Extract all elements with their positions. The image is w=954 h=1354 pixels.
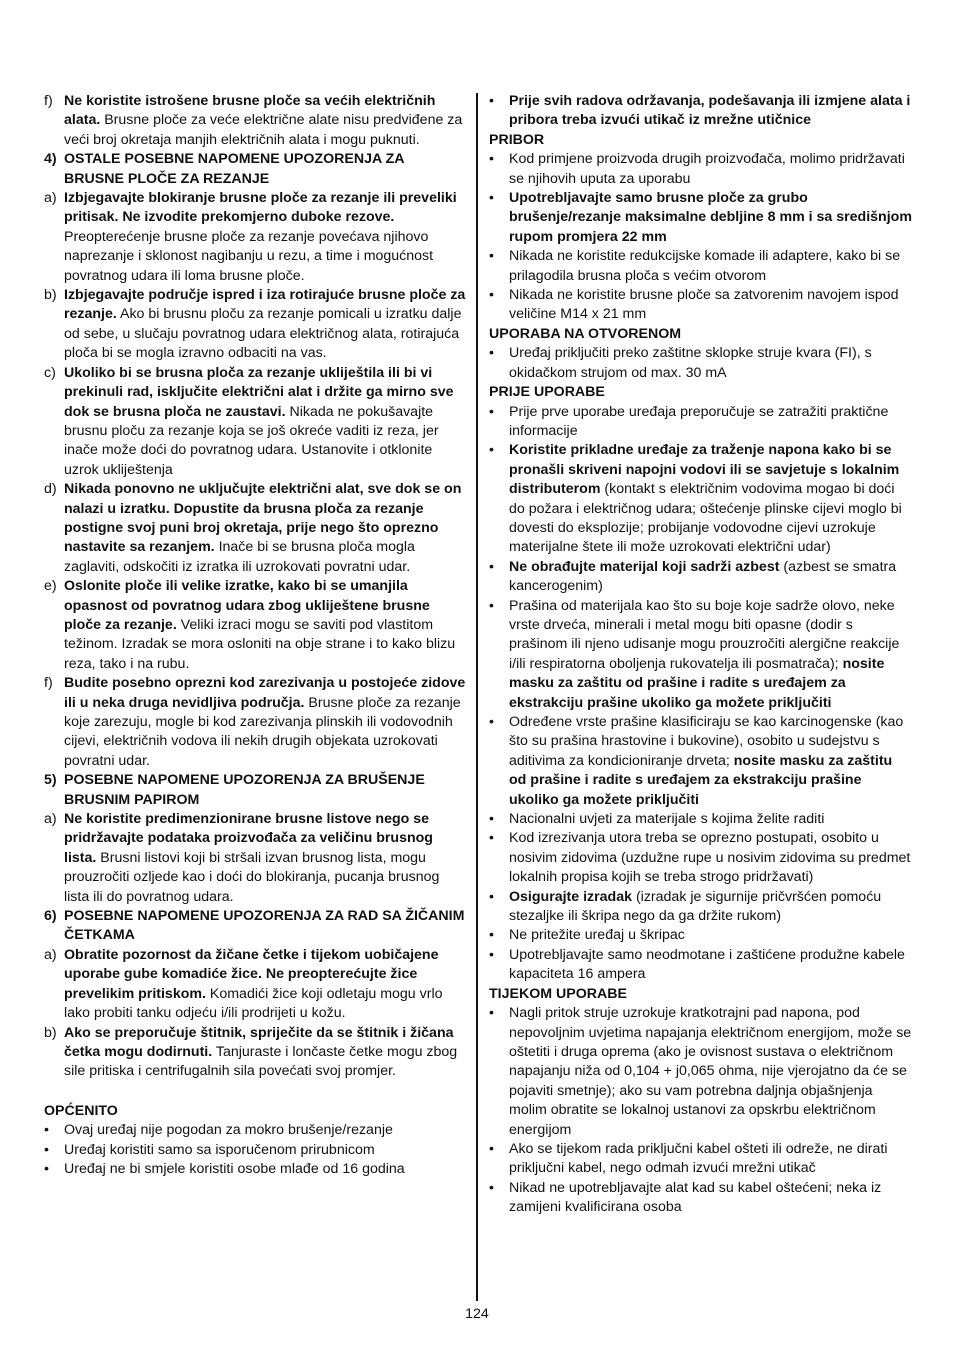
item-plain-text: (kontakt s električnim vodovima mogao bi doći do požara i električnog udara; oštećenje plinske cijevi moglo bi dovesti do eksplozije; probijanje vodovodne cijevi uzrokuje materijalne štete ili može uzrokovati električni udar) xyxy=(509,481,902,556)
right-column xyxy=(489,92,913,1218)
item-plain-text: Komadići žice koji odletaju mogu vrlo lako probiti tanku odjeću i/ili prodrijeti u kožu. xyxy=(64,985,443,1022)
section-number: 4) xyxy=(44,151,57,168)
section-title: TIJEKOM UPORABE xyxy=(489,985,627,1002)
item-plain-text: Određene vrste prašine klasificiraju se kao karcinogenske (kao što su prašina hrastovine i bukovine), osobito u sudejstvu s aditivima za kondicioniranje drveta; xyxy=(509,714,904,769)
item-plain-text: Brusni listovi koji bi stršali izvan brusnog lista, mogu prouzročiti ozljede kao i doći do blokiranja, pucanja brusnog lista ili do povratnog udara. xyxy=(64,849,440,905)
bullet-marker: • xyxy=(489,927,494,944)
bullet-marker: • xyxy=(489,714,494,730)
item-marker: f) xyxy=(44,675,53,692)
item-text: Ovaj uređaj nije pogodan za mokro brušenje/rezanje xyxy=(64,1122,393,1139)
item-plain-text: Nikada ne koristite redukcijske komade ili adaptere, kako bi se prilagodila brusna ploča s većim otvorom xyxy=(509,248,901,284)
list-item xyxy=(489,810,913,829)
section-heading xyxy=(44,907,466,946)
item-text xyxy=(64,946,466,1024)
item-bold-text: Obratite pozornost da žičane četke i tijekom uobičajene uporabe gube komadiće žice. Ne preopterećujte žice prevelikim pritiskom. xyxy=(64,946,439,1002)
item-plain-text: Nagli pritok struje uzrokuje kratkotrajni pad napona, pod nepovoljnim uvjetima napajanja električnom energijom, može se oštetiti i druga oprema (ako je ovisnost sustava o električnom napajanju niža od 0,104 + j0,065 ohma, nije vjerojatno da će se pojaviti smetnje); ako su vam potrebna daljnja objašnjenja molim obratite se lokalnoj ustanovi za opskrbu električnom energijom xyxy=(509,1005,912,1138)
item-text: Uređaj koristiti samo sa isporučenom prirubnicom xyxy=(64,1141,375,1158)
item-bold-text: Ukoliko bi se brusna ploča za rezanje ukliještila ili bi vi prekinuli rad, isključite električni alat i držite ga mirno sve dok se brusna ploča ne zaustavi. xyxy=(64,364,454,420)
item-text: Uređaj ne bi smjele koristiti osobe mlađe od 16 godina xyxy=(64,1160,405,1177)
item-plain-text: Nikad ne upotrebljavajte alat kad su kabel oštećeni; neka iz zamijeni kvalificirana osoba xyxy=(509,1179,882,1216)
bullet-marker: • xyxy=(44,1122,49,1139)
list-item xyxy=(489,150,913,189)
item-bold-text: Nikada ponovno ne uključujte električni alat, sve dok se on nalazi u izratku. Dopustite da brusna ploča za rezanje postigne svoj puni broj okretaja, prije nego što oprezno nastavite sa rezanjem. xyxy=(64,481,462,556)
item-bold-text: Upotrebljavajte samo brusne ploče za grubo brušenje/rezanje maksimalne debljine 8 mm i sa središnjom rupom promjera 22 mm xyxy=(509,190,912,245)
item-text xyxy=(509,286,913,325)
item-text xyxy=(509,1004,913,1140)
item-bold-text: Izbjegavajte područje ispred i iza rotirajuće brusne ploče za rezanje. xyxy=(64,287,466,323)
item-text xyxy=(64,480,466,577)
section-title: POSEBNE NAPOMENE UPOZORENJA ZA RAD SA ŽIČANIM ČETKAMA xyxy=(64,908,465,944)
list-item xyxy=(489,1004,913,1140)
list-item xyxy=(489,403,913,442)
list-item xyxy=(44,364,466,480)
item-plain-text: Uređaj priključiti preko zaštitne sklopke struje kvara (FI), s okidačkom strujom od max. 30 mA xyxy=(509,345,872,381)
prije-items xyxy=(489,403,913,985)
bullet-marker: • xyxy=(489,190,494,207)
item-marker: e) xyxy=(44,578,57,595)
spacer xyxy=(44,1082,466,1102)
item-plain-text: Brusne ploče za veće električne alate nisu predviđene za veći broj okretaja manjih električnih alata i mogu puknuti. xyxy=(64,112,463,148)
item-text xyxy=(509,247,913,286)
bullet-marker: • xyxy=(489,946,494,963)
list-item xyxy=(44,286,466,364)
item-text xyxy=(509,713,913,810)
column-divider xyxy=(476,93,478,1301)
item-marker: a) xyxy=(44,190,57,207)
list-item xyxy=(44,480,466,577)
item-bold-text: Oslonite ploče ili velike izratke, kako bi se umanjila opasnost od povratnog udara zbog ukliještene brusne ploče za rezanje. xyxy=(64,578,430,633)
item-plain-text: Inače bi se brusna ploča mogla zaglaviti, odskočiti iz izratka ili uzrokovati povratni udar. xyxy=(64,539,415,575)
opcenito-items xyxy=(44,1121,466,1179)
item-plain-text: (azbest se smatra kancerogenim) xyxy=(509,558,897,595)
section-title: PRIJE UPORABE xyxy=(489,384,605,401)
item-marker: d) xyxy=(44,481,57,498)
bullet-marker: • xyxy=(489,93,494,109)
item-text xyxy=(509,344,913,383)
item-text xyxy=(509,597,913,713)
list-item xyxy=(44,946,466,1024)
item-text xyxy=(509,150,913,189)
bullet-marker: • xyxy=(489,287,494,304)
list-item xyxy=(489,1179,913,1218)
item-text xyxy=(64,674,466,771)
list-item xyxy=(489,946,913,985)
bullet-marker: • xyxy=(489,345,494,362)
list-item xyxy=(489,1140,913,1179)
item-bold-text: Ne obrađujte materijal koji sadrži azbest xyxy=(509,558,780,575)
section-title: UPORABA NA OTVORENOM xyxy=(489,325,682,342)
item-marker: b) xyxy=(44,287,57,304)
item-text xyxy=(509,829,913,887)
list-item xyxy=(44,1024,466,1082)
list-item xyxy=(44,674,466,771)
item-plain-text: Ako bi brusnu ploču za rezanje pomicali u izratku dalje od sebe, u slučaju povratnog udara električnog alata, rotirajuća ploča bi se mogla izravno odbaciti na vas. xyxy=(64,306,462,362)
item-text xyxy=(509,441,913,557)
item-plain-text: Upotrebljavajte samo neodmotane i zaštićene produžne kabele kapaciteta 16 ampera xyxy=(509,946,905,983)
bullet-marker: • xyxy=(489,248,494,265)
item-bold-text: Ne koristite predimenzionirane brusne listove nego se pridržavajte podataka proizvođača za veličinu brusnog lista. xyxy=(64,811,433,866)
item-plain-text: (izradak je sigurnije pričvršćen pomoću stezaljke ili škripa nego da ga držite rukom) xyxy=(509,888,882,925)
section-title: POSEBNE NAPOMENE UPOZORENJA ZA BRUŠENJE BRUSNIM PAPIROM xyxy=(64,772,425,808)
bullet-marker: • xyxy=(489,1179,494,1196)
section-heading xyxy=(44,771,466,810)
left-column xyxy=(44,92,466,1179)
item-text xyxy=(509,946,913,985)
list-item xyxy=(489,558,913,597)
bullet-marker: • xyxy=(489,888,494,905)
bullet-marker: • xyxy=(489,597,494,614)
item-bold-text: Prije svih radova održavanja, podešavanja ili izmjene alata i pribora treba izvući utikač iz mrežne utičnice xyxy=(509,93,911,129)
section-title: OSTALE POSEBNE NAPOMENE UPOZORENJA ZA BRUSNE PLOČE ZA REZANJE xyxy=(64,151,405,187)
item-text xyxy=(64,1024,466,1082)
item-bold-text: Koristite prikladne uređaje za traženje napona kako bi se pronašli skriveni napojni vodovi ili se savjetuje s lokalnim distributerom xyxy=(509,442,900,498)
item-bold-text: Budite posebno oprezni kod zarezivanja u postojeće zidove ili u neka druga nevidljiva područja. xyxy=(64,675,466,711)
item-text xyxy=(509,558,913,597)
item-text xyxy=(64,286,466,364)
item-text xyxy=(64,810,466,907)
item-bold-text: Ako se preporučuje štitnik, spriječite da se štitnik i žičana četka mogu dodirnuti. xyxy=(64,1024,454,1060)
page-number: 124 xyxy=(465,1306,489,1322)
bullet-marker: • xyxy=(489,403,494,420)
list-item xyxy=(489,597,913,713)
item-text xyxy=(509,926,913,945)
item-text xyxy=(509,92,913,131)
list-item xyxy=(489,92,913,131)
list-item xyxy=(44,1121,466,1140)
item-bold-text: Ne koristite istrošene brusne ploče sa većih električnih alata. xyxy=(64,93,436,129)
item-bold-text: Osigurajte izradak xyxy=(509,888,633,905)
item-marker: b) xyxy=(44,1024,57,1041)
item-plain-text: Veliki izraci mogu se saviti pod vlastitom težinom. Izradak se mora osloniti na obje strane i to kako blizu reza, tako i na rubu. xyxy=(64,616,456,672)
item-bold-text: nosite masku za zaštitu od prašine i radite s uređajem za ekstrakciju prašine ukoliko ga možete priključiti xyxy=(509,752,893,808)
item-text xyxy=(509,1179,913,1218)
item-plain-text: Nikada ne koristite brusne ploče sa zatvorenim navojem ispod veličine M14 x 21 mm xyxy=(509,287,899,323)
item-marker: f) xyxy=(44,93,53,109)
list-item xyxy=(489,926,913,945)
uporaba-items xyxy=(489,344,913,383)
item-plain-text: Prašina od materijala kao što su boje koje sadrže olovo, neke vrste drveća, minerali i metal mogu biti opasne (dodir s prašinom ili njeno udisanje mogu prouzročiti alergične reakcije i/ili respiratorna oboljenja rukovatelja ili posmatrača); xyxy=(509,597,900,672)
bullet-marker: • xyxy=(489,558,494,575)
bullet-marker: • xyxy=(44,1141,49,1158)
item-plain-text: Tanjuraste i lončaste četke mogu zbog sile pritiska i centrifugalnih sila povećati svoj promjer. xyxy=(64,1043,458,1080)
list-item xyxy=(489,829,913,887)
list-item xyxy=(44,92,466,150)
list-item xyxy=(489,247,913,286)
item-plain-text: Kod primjene proizvoda drugih proizvođača, molimo pridržavati se njihovih uputa za uporabu xyxy=(509,151,905,187)
item-plain-text: Preopterećenje brusne ploče za rezanje povećava njihovo naprezanje i sklonost nagibanju u rezu, a time i mogućnost povratnog udara ili loma brusne ploče. xyxy=(64,228,434,284)
section-title: OPĆENITO xyxy=(44,1102,118,1119)
list-item xyxy=(44,577,466,674)
item-plain-text: Kod izrezivanja utora treba se oprezno postupati, osobito u nosivim zidovima (uzdužne rupe u nosivim zidovima su predmet lokalnih propisa kojih se treba strogo pridržavati) xyxy=(509,830,911,886)
bullet-marker: • xyxy=(489,442,494,459)
item-text xyxy=(509,1140,913,1179)
tijekom-items xyxy=(489,1004,913,1217)
item-plain-text: Brusne ploče za rezanje koje zarezuju, mogle bi kod zarezivanja plinskih ili vodovodnih cijevi, električnih vodova ili nekih drugih objekata uzrokovati povratni udar. xyxy=(64,694,461,769)
item-marker: c) xyxy=(44,364,56,381)
item-plain-text: Ako se tijekom rada priključni kabel ošteti ili odreže, ne dirati priključni kabel, nego odmah izvući mrežni utikač xyxy=(509,1140,888,1177)
section-5-items xyxy=(44,810,466,907)
item-text xyxy=(509,888,913,927)
section-number: 6) xyxy=(44,908,57,925)
bullet-marker: • xyxy=(489,1140,494,1157)
section-6-items xyxy=(44,946,466,1082)
pribor-items xyxy=(489,150,913,325)
item-bold-text: Izbjegavajte blokiranje brusne ploče za rezanje ili preveliki pritisak. Ne izvodite prekomjerno duboke rezove. xyxy=(64,190,457,226)
item-plain-text: Nacionalni uvjeti za materijale s kojima želite raditi xyxy=(509,811,825,828)
list-item xyxy=(44,1141,466,1160)
item-text xyxy=(64,577,466,674)
list-item xyxy=(44,189,466,286)
item-plain-text: Nikada ne pokušavajte brusnu ploču za rezanje koja se još okreće vaditi iz reza, jer inače može doći do povratnog udara. Ustanovite i otklonite uzrok ukliještenja xyxy=(64,403,439,478)
bullet-marker: • xyxy=(489,151,494,168)
item-marker: a) xyxy=(44,811,57,828)
bullet-marker: • xyxy=(44,1160,49,1177)
item-marker: a) xyxy=(44,946,57,963)
item-text xyxy=(509,403,913,442)
section-title: PRIBOR xyxy=(489,131,545,148)
item-plain-text: Prije prve uporabe uređaja preporučuje se zatražiti praktične informacije xyxy=(509,403,889,439)
list-item xyxy=(44,810,466,907)
list-item xyxy=(489,189,913,247)
item-plain-text: Ne pritežite uređaj u škripac xyxy=(509,927,685,944)
list-item xyxy=(489,713,913,810)
item-text xyxy=(509,189,913,247)
item-text xyxy=(64,189,466,286)
section-number: 5) xyxy=(44,772,57,789)
item-bold-text: nosite masku za zaštitu od prašine i radite s uređajem za ekstrakciju prašine ukoliko ga možete priključiti xyxy=(509,655,885,711)
item-text xyxy=(509,810,913,829)
section-heading xyxy=(44,150,466,189)
list-item xyxy=(489,441,913,557)
item-text xyxy=(64,364,466,480)
list-item xyxy=(489,286,913,325)
item-text xyxy=(64,92,466,150)
bullet-marker: • xyxy=(489,1005,494,1022)
list-item xyxy=(44,1160,466,1179)
bullet-marker: • xyxy=(489,811,494,828)
list-item xyxy=(489,888,913,927)
section-4-items xyxy=(44,189,466,771)
bullet-marker: • xyxy=(489,830,494,847)
list-item xyxy=(489,344,913,383)
